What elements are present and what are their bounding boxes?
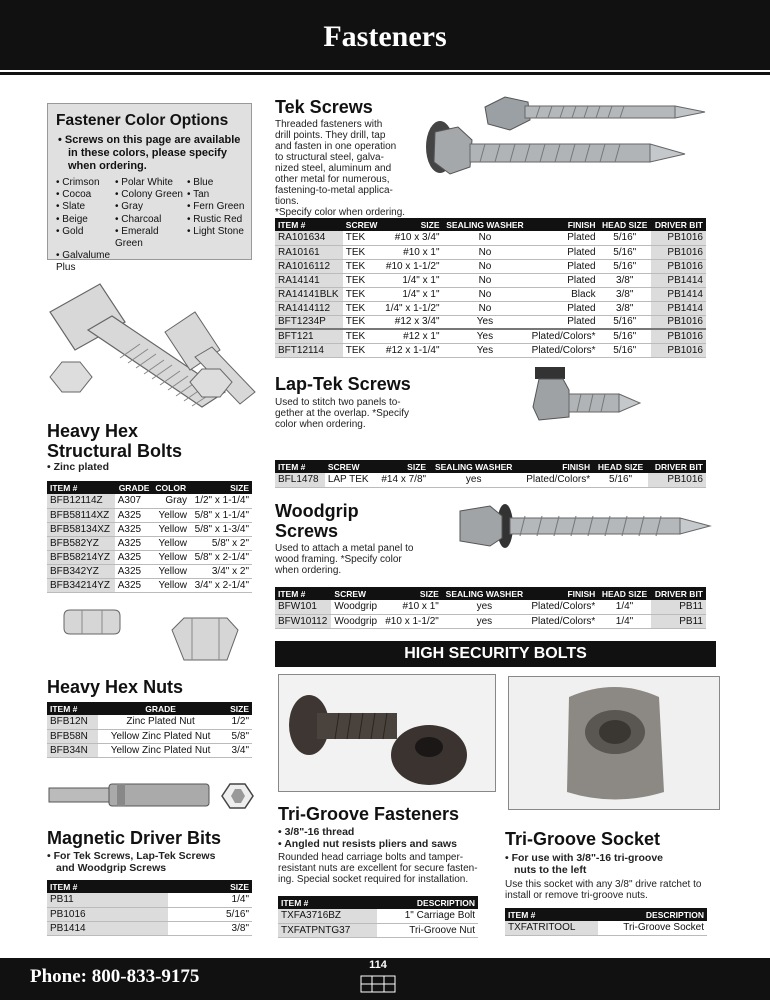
tri-groove-socket-photo: [508, 676, 720, 810]
table-row: [47, 921, 252, 935]
table-cell: Yes: [443, 329, 528, 343]
color-option: • Galvalume Plus: [56, 250, 111, 274]
table-cell: Plated: [527, 245, 598, 259]
tek-desc-line: fastening-to-metal applica-: [275, 185, 393, 196]
note-line-1: • For Tek Screws, Lap-Tek Screws: [47, 850, 216, 862]
driver-bits-heading: Magnetic Driver Bits: [47, 828, 222, 848]
column-header: ITEM #: [47, 481, 115, 494]
tgs-desc-line: install or remove tri-groove nuts.: [505, 890, 648, 901]
table-row: [275, 287, 706, 301]
column-header: SEALING WASHER: [429, 460, 518, 473]
woodgrip-desc-line: when ordering.: [275, 565, 342, 576]
table-cell: 5/16": [168, 907, 252, 921]
column-header: SEALING WASHER: [443, 218, 528, 231]
table-cell: Gray: [152, 494, 190, 508]
item-number-cell: TXFA3716BZ: [278, 909, 377, 923]
tgf-desc-line: ing. Special socket required for installation.: [278, 874, 469, 885]
column-header: FINISH: [518, 460, 593, 473]
hex-nuts-table: [47, 702, 252, 758]
item-number-cell: BFB12114Z: [47, 494, 115, 508]
table-cell: PB1016: [651, 245, 706, 259]
column-header: HEAD SIZE: [599, 218, 651, 231]
table-row: [278, 909, 478, 923]
table-cell: No: [443, 259, 528, 273]
table-cell: Tri-Groove Nut: [377, 923, 478, 937]
table-cell: 5/16": [593, 473, 648, 487]
tri-groove-fasteners-table: [278, 896, 478, 938]
table-header-row: [47, 481, 252, 494]
table-cell: TEK: [343, 343, 381, 357]
table-row: [47, 729, 252, 743]
table-cell: Plated: [527, 231, 598, 245]
column-header: ITEM #: [278, 896, 377, 909]
table-cell: Yellow: [152, 522, 190, 536]
table-cell: 3/8": [168, 921, 252, 935]
item-number-cell: BFT1234P: [275, 315, 343, 329]
table-cell: 5/8" x 1-1/4": [190, 508, 252, 522]
table-cell: PB1414: [651, 287, 706, 301]
table-cell: 5/16": [599, 245, 651, 259]
column-header: SIZE: [375, 460, 429, 473]
table-cell: #10 x 1": [381, 600, 442, 614]
tek-desc-line: and fasten in one operation: [275, 141, 397, 152]
table-cell: 5/8": [223, 729, 252, 743]
table-cell: TEK: [343, 273, 381, 287]
table-cell: No: [443, 287, 528, 301]
item-number-cell: BFB12N: [47, 715, 98, 729]
banner-rule: [0, 72, 770, 75]
column-header: FINISH: [527, 218, 598, 231]
table-row: [47, 508, 252, 522]
table-cell: PB11: [651, 614, 706, 628]
table-row: [275, 329, 706, 343]
column-header: DESCRIPTION: [598, 908, 707, 921]
table-cell: No: [443, 301, 528, 315]
table-row: [275, 231, 706, 245]
color-options-heading: Fastener Color Options: [56, 112, 229, 129]
item-number-cell: BFB342YZ: [47, 564, 115, 578]
driver-bits-table: [47, 880, 252, 936]
table-cell: PB1414: [651, 301, 706, 315]
item-number-cell: PB11: [47, 893, 168, 907]
tek-desc-line: Threaded fasteners with: [275, 119, 383, 130]
table-cell: 5/8" x 1-3/4": [190, 522, 252, 536]
heading-line-2: Screws: [275, 521, 339, 541]
page-title: Fasteners: [323, 20, 447, 53]
item-number-cell: BFT121: [275, 329, 343, 343]
table-row: [47, 578, 252, 592]
tek-desc-line: nized steel, aluminum and: [275, 163, 392, 174]
table-header-row: [47, 702, 252, 715]
heavy-hex-bolts-table: [47, 481, 252, 593]
table-row: [275, 245, 706, 259]
item-number-cell: RA14141BLK: [275, 287, 343, 301]
table-cell: TEK: [343, 259, 381, 273]
table-cell: #10 x 1-1/2": [381, 614, 442, 628]
table-header-row: [505, 908, 707, 921]
item-number-cell: BFT12114: [275, 343, 343, 357]
color-option: • Slate: [56, 201, 86, 213]
laptek-desc-line: color when ordering.: [275, 419, 366, 430]
column-header: SIZE: [381, 218, 442, 231]
color-option: [187, 250, 249, 274]
item-number-cell: TXFATPNTG37: [278, 923, 377, 937]
item-number-cell: RA14141: [275, 273, 343, 287]
phone-number: Phone: 800-833-9175: [30, 966, 200, 987]
tek-screws-table: [275, 218, 706, 358]
table-cell: Plated/Colors*: [527, 329, 598, 343]
table-cell: 3/4" x 2-1/4": [190, 578, 252, 592]
tek-screws-description: [275, 119, 415, 207]
column-header: SIZE: [168, 880, 252, 893]
column-header: ITEM #: [47, 880, 168, 893]
table-cell: Yellow: [152, 550, 190, 564]
tri-groove-socket-heading: Tri-Groove Socket: [505, 829, 661, 849]
high-security-banner: HIGH SECURITY BOLTS: [275, 641, 716, 667]
table-cell: Plated: [527, 315, 598, 329]
color-list: [56, 177, 243, 275]
table-cell: Yellow: [152, 564, 190, 578]
column-header: FINISH: [527, 587, 598, 600]
table-cell: Plated: [527, 273, 598, 287]
color-option: • Light Stone: [187, 225, 244, 237]
table-row: [47, 494, 252, 508]
table-cell: 3/8": [599, 287, 651, 301]
woodgrip-desc-line: wood framing. *Specify color: [275, 554, 402, 565]
table-cell: A325: [115, 578, 153, 592]
note-line-1: • For use with 3/8"-16 tri-groove: [505, 852, 664, 864]
table-cell: TEK: [343, 231, 381, 245]
table-cell: 1/4": [598, 614, 650, 628]
table-cell: TEK: [343, 329, 381, 343]
item-number-cell: BFB582YZ: [47, 536, 115, 550]
table-cell: TEK: [343, 245, 381, 259]
table-row: [47, 907, 252, 921]
hex-nuts-heading: Heavy Hex Nuts: [47, 677, 184, 697]
table-cell: Plated/Colors*: [527, 343, 598, 357]
table-cell: #14 x 7/8": [375, 473, 429, 487]
woodgrip-desc-line: Used to attach a metal panel to: [275, 543, 414, 554]
item-number-cell: BFL1478: [275, 473, 325, 487]
tri-groove-socket-note: [505, 852, 663, 876]
table-cell: 3/8": [599, 273, 651, 287]
table-cell: No: [443, 273, 528, 287]
column-header: ITEM #: [505, 908, 598, 921]
heavy-hex-bolt-illustration: [40, 272, 260, 417]
tek-screws-heading: Tek Screws: [275, 97, 373, 117]
table-cell: #10 x 1-1/2": [381, 259, 442, 273]
table-cell: PB1016: [651, 231, 706, 245]
lap-tek-screw-photo: [525, 362, 645, 457]
table-cell: Woodgrip: [331, 600, 381, 614]
table-cell: 5/16": [599, 329, 651, 343]
tri-groove-fastener-bullets: [278, 826, 457, 850]
column-header: GRADE: [115, 481, 153, 494]
table-header-row: [275, 587, 706, 600]
company-logo-icon: [360, 975, 396, 993]
item-number-cell: BFB58134XZ: [47, 522, 115, 536]
tek-screws-photo: [420, 92, 710, 207]
column-header: ITEM #: [47, 702, 98, 715]
item-number-cell: RA1016112: [275, 259, 343, 273]
table-cell: A325: [115, 550, 153, 564]
table-cell: #12 x 3/4": [381, 315, 442, 329]
item-number-cell: PB1016: [47, 907, 168, 921]
table-cell: #12 x 1-1/4": [381, 343, 442, 357]
table-cell: Zinc Plated Nut: [98, 715, 222, 729]
page-banner: [0, 0, 770, 78]
table-row: [47, 715, 252, 729]
tri-groove-fasteners-photo: [278, 674, 496, 792]
table-cell: #12 x 1": [381, 329, 442, 343]
heading-line-2: Structural Bolts: [47, 441, 183, 461]
table-cell: PB1414: [651, 273, 706, 287]
woodgrip-screw-photo: [450, 496, 720, 571]
table-cell: 5/16": [599, 231, 651, 245]
color-option: • Tan: [187, 189, 210, 201]
table-cell: Yellow Zinc Plated Nut: [98, 743, 222, 757]
table-cell: 3/4" x 2": [190, 564, 252, 578]
item-number-cell: TXFATRITOOL: [505, 921, 598, 935]
driver-bits-note: [47, 850, 215, 874]
item-number-cell: BFB34N: [47, 743, 98, 757]
table-row: [275, 614, 706, 628]
column-header: DESCRIPTION: [377, 896, 478, 909]
table-cell: No: [443, 231, 528, 245]
table-cell: A325: [115, 522, 153, 536]
table-cell: TEK: [343, 287, 381, 301]
table-cell: 1/4" x 1": [381, 287, 442, 301]
column-header: DRIVER BIT: [648, 460, 706, 473]
table-cell: 1/4": [598, 600, 650, 614]
table-row: [47, 893, 252, 907]
table-cell: PB1016: [651, 259, 706, 273]
laptek-desc-line: gether at the overlap. *Specify: [275, 408, 409, 419]
tgs-desc-line: Use this socket with any 3/8" drive ratchet to: [505, 879, 702, 890]
table-cell: yes: [429, 473, 518, 487]
item-number-cell: RA10161: [275, 245, 343, 259]
color-option: • Blue: [187, 177, 214, 188]
note-line-2: nuts to the left: [514, 864, 587, 876]
color-option: • Rustic Red: [187, 213, 243, 225]
column-header: SIZE: [223, 702, 252, 715]
table-cell: PB11: [651, 600, 706, 614]
hex-nuts-illustration: [62, 600, 242, 670]
column-header: SCREW: [325, 460, 375, 473]
table-cell: 5/16": [599, 259, 651, 273]
bullet-angled-nut: • Angled nut resists pliers and saws: [278, 838, 457, 850]
note-line-2: and Woodgrip Screws: [56, 862, 167, 874]
table-header-row: [47, 880, 252, 893]
table-row: [47, 564, 252, 578]
tgf-desc-line: resistant nuts are excellent for secure fasten-: [278, 863, 478, 874]
table-cell: #10 x 1": [381, 245, 442, 259]
column-header: SEALING WASHER: [442, 587, 527, 600]
table-cell: Yes: [443, 315, 528, 329]
column-header: COLOR: [152, 481, 190, 494]
table-cell: TEK: [343, 301, 381, 315]
lap-tek-description: [275, 397, 435, 430]
item-number-cell: RA101634: [275, 231, 343, 245]
table-row: [275, 473, 706, 487]
table-cell: Tri-Groove Socket: [598, 921, 707, 935]
item-number-cell: BFB58214YZ: [47, 550, 115, 564]
table-cell: A325: [115, 536, 153, 550]
color-option: • Beige: [56, 213, 88, 225]
table-header-row: [275, 218, 706, 231]
color-option: • Polar White: [115, 177, 173, 188]
table-cell: Yes: [443, 343, 528, 357]
driver-bit-illustration: [47, 776, 257, 816]
table-cell: 5/8" x 2": [190, 536, 252, 550]
color-option: • Emerald Green: [115, 225, 159, 250]
lap-tek-heading: Lap-Tek Screws: [275, 374, 411, 394]
table-row: [275, 343, 706, 357]
table-cell: Black: [527, 287, 598, 301]
table-row: [275, 273, 706, 287]
tek-desc-line: other metal for numerous,: [275, 174, 390, 185]
table-header-row: [278, 896, 478, 909]
table-cell: 5/8" x 2-1/4": [190, 550, 252, 564]
tek-desc-line: drill points. They drill, tap: [275, 130, 386, 141]
table-cell: PB1016: [651, 329, 706, 343]
heading-line-1: Heavy Hex: [47, 421, 139, 441]
column-header: SIZE: [190, 481, 252, 494]
heavy-hex-bolts-heading: [47, 421, 182, 461]
table-cell: PB1016: [651, 343, 706, 357]
column-header: ITEM #: [275, 460, 325, 473]
tek-specify-note: *Specify color when ordering.: [275, 207, 406, 218]
item-number-cell: BFW10112: [275, 614, 331, 628]
bullet-thread: • 3/8"-16 thread: [278, 826, 355, 838]
zinc-plated-note: • Zinc plated: [47, 461, 110, 473]
item-number-cell: BFB58114XZ: [47, 508, 115, 522]
woodgrip-table: [275, 587, 706, 629]
column-header: DRIVER BIT: [651, 218, 706, 231]
column-header: DRIVER BIT: [651, 587, 706, 600]
column-header: ITEM #: [275, 587, 331, 600]
table-row: [275, 259, 706, 273]
table-cell: Yellow: [152, 578, 190, 592]
woodgrip-description: [275, 543, 435, 576]
tri-groove-socket-table: [505, 908, 707, 936]
column-header: ITEM #: [275, 218, 343, 231]
table-cell: Yellow: [152, 536, 190, 550]
table-cell: 3/8": [599, 301, 651, 315]
column-header: SIZE: [381, 587, 442, 600]
table-cell: PB1016: [648, 473, 706, 487]
table-cell: #10 x 3/4": [381, 231, 442, 245]
table-header-row: [275, 460, 706, 473]
table-row: [47, 536, 252, 550]
table-row: [275, 600, 706, 614]
table-row: [47, 743, 252, 757]
item-number-cell: BFW101: [275, 600, 331, 614]
table-cell: 1/2": [223, 715, 252, 729]
table-row: [47, 550, 252, 564]
table-cell: Yellow Zinc Plated Nut: [98, 729, 222, 743]
item-number-cell: BFB34214YZ: [47, 578, 115, 592]
lap-tek-table: [275, 460, 706, 488]
table-row: [275, 301, 706, 315]
woodgrip-heading: [275, 501, 359, 541]
table-cell: A325: [115, 508, 153, 522]
table-cell: LAP TEK: [325, 473, 375, 487]
table-row: [275, 315, 706, 329]
table-cell: Woodgrip: [331, 614, 381, 628]
color-option: [115, 250, 187, 274]
page-number: 114: [369, 959, 387, 971]
table-cell: 5/16": [599, 343, 651, 357]
table-cell: Plated: [527, 259, 598, 273]
item-number-cell: BFB58N: [47, 729, 98, 743]
color-options-note: • Screws on this page are available in these colors, please specify when ordering.: [58, 134, 241, 172]
table-cell: Plated/Colors*: [518, 473, 593, 487]
color-option: • Cocoa: [56, 189, 92, 201]
laptek-desc-line: Used to stitch two panels to-: [275, 397, 401, 408]
color-option: • Gold: [56, 225, 84, 237]
color-option: • Gray: [115, 201, 143, 213]
table-cell: yes: [442, 614, 527, 628]
table-cell: 1/2" x 1-1/4": [190, 494, 252, 508]
color-options-box: [47, 103, 252, 274]
tri-groove-fasteners-description: [278, 852, 498, 885]
item-number-cell: PB1414: [47, 921, 168, 935]
table-cell: yes: [442, 600, 527, 614]
table-cell: PB1016: [651, 315, 706, 329]
color-option: • Charcoal: [115, 213, 162, 225]
color-option: • Crimson: [56, 177, 100, 188]
table-cell: Plated/Colors*: [527, 614, 598, 628]
column-header: GRADE: [98, 702, 222, 715]
table-cell: 5/16": [599, 315, 651, 329]
table-row: [47, 522, 252, 536]
table-row: [505, 921, 707, 935]
table-cell: 1" Carriage Bolt: [377, 909, 478, 923]
column-header: SCREW: [331, 587, 381, 600]
table-cell: 3/4": [223, 743, 252, 757]
table-cell: 1/4" x 1-1/2": [381, 301, 442, 315]
tek-desc-line: tions.: [275, 196, 299, 207]
table-cell: Plated: [527, 301, 598, 315]
color-option: • Fern Green: [187, 201, 245, 213]
table-cell: A325: [115, 564, 153, 578]
tri-groove-fasteners-heading: Tri-Groove Fasteners: [278, 804, 460, 824]
column-header: HEAD SIZE: [598, 587, 650, 600]
table-cell: 1/4": [168, 893, 252, 907]
tgf-desc-line: Rounded head carriage bolts and tamper-: [278, 852, 464, 863]
column-header: SCREW: [343, 218, 381, 231]
item-number-cell: RA1414112: [275, 301, 343, 315]
color-option: • Colony Green: [115, 189, 183, 201]
table-cell: TEK: [343, 315, 381, 329]
tri-groove-socket-description: [505, 879, 720, 901]
table-cell: No: [443, 245, 528, 259]
heading-line-1: Woodgrip: [275, 501, 359, 521]
column-header: HEAD SIZE: [593, 460, 648, 473]
tek-desc-line: to structural steel, galva-: [275, 152, 384, 163]
table-cell: 1/4" x 1": [381, 273, 442, 287]
table-cell: Plated/Colors*: [527, 600, 598, 614]
table-row: [278, 923, 478, 937]
table-cell: A307: [115, 494, 153, 508]
table-cell: Yellow: [152, 508, 190, 522]
